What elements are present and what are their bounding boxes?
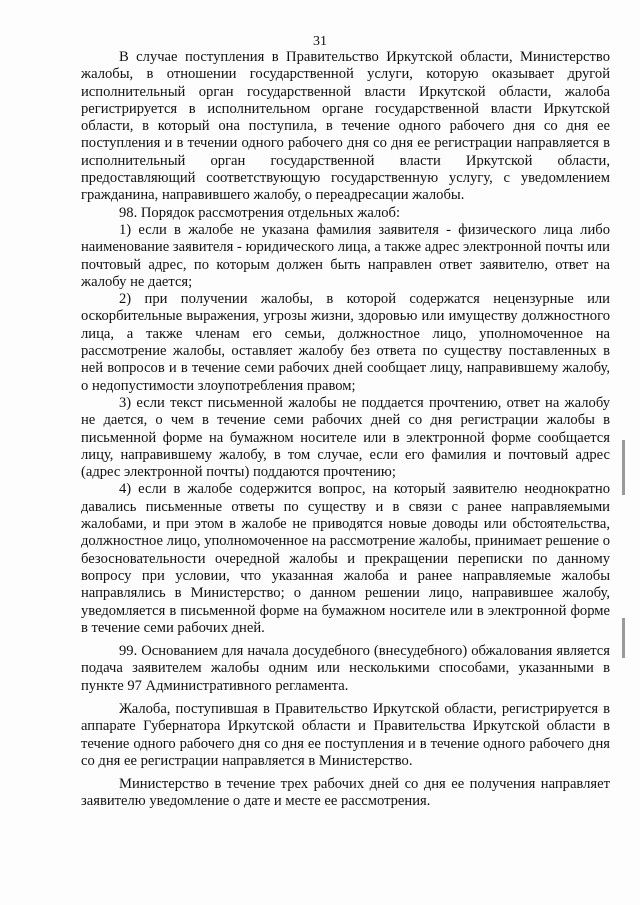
paragraph-transfer-complaint: В случае поступления в Правительство Иркутской области, Министерство жалобы, в отношении государственной услуги, которую оказывает другой исполнительный орган государственной власти Иркутской области, жалоба регистрируется в исполнительном органе государственной власти Иркутской области, в который она поступила, в течение одного рабочего дня со дня ее поступления и в течении одного рабочего дня со дня ее регистрации направляется в исполнительный орган государственной власти Иркутской области, предоставляющий соответствующую государственную услугу, с уведомлением гражданина, направившего жалобу, о переадресации жалобы. [81, 49, 610, 204]
paragraph-98-item-4: 4) если в жалобе содержится вопрос, на который заявителю неоднократно давались письменные ответы по существу и в связи с ранее направляемыми жалобами, и при этом в жалобе не приводятся новые доводы или обстоятельства, должностное лицо, уполномоченное на рассмотрение жалобы, принимает решение о безосновательности очередной жалобы и прекращении переписки по данному вопросу при условии, что указанная жалоба и ранее направляемые жалобы направлялись в Министерство; о данном решении лицо, направившее жалобу, уведомляется в письменной форме на бумажном носителе или в электронной форме в течение семи рабочих дней. [81, 481, 610, 636]
scan-edge-mark [622, 440, 625, 495]
scan-edge-mark [622, 618, 625, 658]
paragraph-ministry-notification: Министерство в течение трех рабочих дней со дня ее получения направляет заявителю уведомление о дате и месте ее рассмотрения. [81, 776, 610, 810]
paragraph-98-item-1: 1) если в жалобе не указана фамилия заявителя - физического лица либо наименование заявителя - юридического лица, а также адрес электронной почты или почтовый адрес, по которым должен быть направлен ответ заявителю, ответ на жалобу не дается; [81, 221, 610, 290]
body-text [81, 49, 610, 811]
paragraph-99: 99. Основанием для начала досудебного (внесудебного) обжалования является подача заявителем жалобы одним или несколькими способами, указанными в пункте 97 Административного регламента. [81, 643, 610, 694]
paragraph-98-heading: 98. Порядок рассмотрения отдельных жалоб: [119, 204, 401, 221]
paragraph-98-item-3: 3) если текст письменной жалобы не поддается прочтению, ответ на жалобу не дается, о чем в течение семи рабочих дней со дня регистрации жалобы в письменной форме на бумажном носителе или в электронной форме сообщается лицу, направившему жалобу, в том случае, если его фамилия и почтовый адрес (адрес электронной почты) поддаются прочтению; [81, 394, 610, 481]
page-number: 31 [313, 34, 327, 49]
paragraph-98-item-2: 2) при получении жалобы, в которой содержатся нецензурные или оскорбительные выражения, угрозы жизни, здоровью или имуществу должностного лица, а также членам его семьи, должностное лицо, уполномоченное на рассмотрение жалобы, оставляет жалобу без ответа по существу поставленных в ней вопросов и в течение семи рабочих дней сообщает лицу, направившему жалобу, о недопустимости злоупотребления правом; [81, 291, 610, 394]
paragraph-complaint-registration: Жалоба, поступившая в Правительство Иркутской области, регистрируется в аппарате Губернатора Иркутской области и Правительства Иркутской области в течение одного рабочего дня со дня ее поступления и в течение одного рабочего дня со дня ее регистрации направляется в Министерство. [81, 700, 610, 769]
